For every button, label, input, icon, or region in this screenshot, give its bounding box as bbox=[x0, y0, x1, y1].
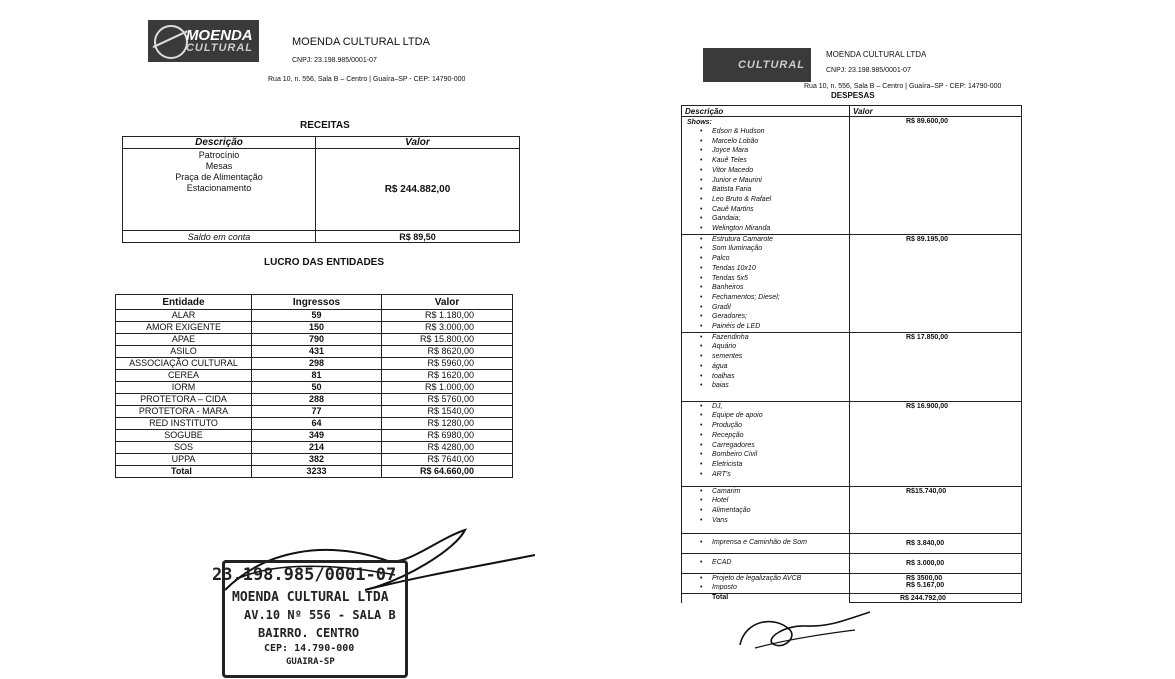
list-item: • Fechamentos; Diesel; bbox=[712, 293, 849, 303]
ingressos-cell: 214 bbox=[252, 442, 382, 454]
logo-right-line2: CULTURAL bbox=[737, 58, 805, 71]
despesas-total-valor: R$ 244.792,00 bbox=[850, 594, 1022, 603]
ingressos-cell: 298 bbox=[252, 358, 382, 370]
valor-cell: R$ 8620,00 bbox=[382, 346, 513, 358]
stamp-line1: 23.198.985/0001-07 bbox=[212, 565, 397, 585]
table-row bbox=[116, 358, 513, 370]
table-row bbox=[116, 454, 513, 466]
list-item: • Kauê Teles bbox=[712, 156, 849, 166]
list-item: • Hotel bbox=[712, 496, 849, 506]
list-item: • Carregadores bbox=[712, 441, 849, 451]
logo-line2: CULTURAL bbox=[185, 42, 253, 54]
list-item: • Marcelo Lobão bbox=[712, 137, 849, 147]
company-logo-left bbox=[148, 20, 259, 62]
valor-cell: R$ 5960,00 bbox=[382, 358, 513, 370]
ingressos-cell: 288 bbox=[252, 394, 382, 406]
ingressos-cell: 431 bbox=[252, 346, 382, 358]
entidade-cell: PROTETORA - MARA bbox=[116, 406, 252, 418]
despesas-row bbox=[682, 234, 1022, 332]
valor-cell: R$ 1280,00 bbox=[382, 418, 513, 430]
list-item: • Edson & Hudson bbox=[712, 127, 849, 137]
ingressos-cell: 790 bbox=[252, 334, 382, 346]
receitas-items-cell bbox=[123, 149, 316, 231]
list-item: • Produção bbox=[712, 421, 849, 431]
table-row bbox=[116, 382, 513, 394]
list-item: • Aquário bbox=[712, 342, 849, 352]
table-row bbox=[116, 418, 513, 430]
entidade-cell: SOGUBE bbox=[116, 430, 252, 442]
company-name-left: MOENDA CULTURAL LTDA bbox=[292, 36, 430, 48]
ingressos-cell: 64 bbox=[252, 418, 382, 430]
total-ingressos: 3233 bbox=[252, 466, 382, 478]
list-item: • Recepção bbox=[712, 431, 849, 441]
ingressos-cell: 81 bbox=[252, 370, 382, 382]
valor-cell: R$ 5760,00 bbox=[382, 394, 513, 406]
despesas-col-desc: Descrição bbox=[682, 106, 850, 117]
saldo-label: Saldo em conta bbox=[123, 231, 316, 243]
list-item: • Camarim bbox=[712, 487, 849, 497]
company-name-right: MOENDA CULTURAL LTDA bbox=[826, 50, 927, 59]
valor-cell: R$ 6980,00 bbox=[382, 430, 513, 442]
receitas-col-desc: Descrição bbox=[123, 137, 316, 149]
saldo-valor: R$ 89,50 bbox=[316, 231, 520, 243]
stamp-line3: AV.10 Nº 556 - SALA B bbox=[244, 608, 396, 622]
list-item: • Equipe de apoio bbox=[712, 411, 849, 421]
list-item: • Som Iluminação bbox=[712, 244, 849, 254]
list-item: • Geradores; bbox=[712, 312, 849, 322]
entidade-cell: ASILO bbox=[116, 346, 252, 358]
table-row bbox=[116, 442, 513, 454]
despesas-valor-2: R$ 5.167,00 bbox=[906, 581, 945, 589]
despesas-row bbox=[682, 486, 1022, 533]
despesas-valor: R$ 3500,00 bbox=[906, 574, 943, 582]
list-item: • Imprensa e Caminhão de Som bbox=[712, 538, 849, 548]
despesas-row-shows bbox=[682, 117, 1022, 235]
stamp-line5: CEP: 14.790-000 bbox=[264, 643, 355, 654]
entidade-cell: UPPA bbox=[116, 454, 252, 466]
list-item: • ART's bbox=[712, 470, 849, 480]
stamp-line2: MOENDA CULTURAL LTDA bbox=[232, 590, 389, 605]
entidade-cell: IORM bbox=[116, 382, 252, 394]
ingressos-cell: 50 bbox=[252, 382, 382, 394]
receitas-item: Praça de Alimentação bbox=[175, 172, 263, 182]
table-row bbox=[116, 310, 513, 322]
table-row bbox=[116, 394, 513, 406]
list-item: • Vans bbox=[712, 516, 849, 526]
total-label: Total bbox=[116, 466, 252, 478]
lucro-table bbox=[115, 294, 513, 478]
ingressos-cell: 150 bbox=[252, 322, 382, 334]
table-row bbox=[116, 322, 513, 334]
list-item: • Welington Miranda bbox=[712, 224, 849, 234]
despesas-row bbox=[682, 553, 1022, 573]
despesas-title: DESPESAS bbox=[831, 91, 875, 100]
valor-cell: R$ 1.000,00 bbox=[382, 382, 513, 394]
receitas-item: Patrocínio bbox=[198, 150, 240, 160]
despesas-total-label: Total bbox=[682, 594, 850, 603]
list-item: • Painéis de LED bbox=[712, 322, 849, 332]
entidade-cell: SOS bbox=[116, 442, 252, 454]
entidade-cell: APAE bbox=[116, 334, 252, 346]
despesas-col-valor: Valor bbox=[850, 106, 1022, 117]
valor-cell: R$ 4280,00 bbox=[382, 442, 513, 454]
lucro-col-valor: Valor bbox=[382, 295, 513, 310]
despesas-table bbox=[681, 105, 1022, 603]
despesas-row bbox=[682, 401, 1022, 486]
total-valor: R$ 64.660,00 bbox=[382, 466, 513, 478]
entidade-cell: PROTETORA – CIDA bbox=[116, 394, 252, 406]
valor-cell: R$ 3.000,00 bbox=[382, 322, 513, 334]
table-row bbox=[116, 346, 513, 358]
list-item: • baias bbox=[712, 381, 849, 391]
list-item: • DJ, bbox=[712, 402, 849, 412]
receitas-title: RECEITAS bbox=[300, 120, 350, 131]
list-item: • toalhas bbox=[712, 372, 849, 382]
despesas-row bbox=[682, 533, 1022, 553]
entidade-cell: ALAR bbox=[116, 310, 252, 322]
entidade-cell: AMOR EXIGENTE bbox=[116, 322, 252, 334]
valor-cell: R$ 15.800,00 bbox=[382, 334, 513, 346]
list-item: • Palco bbox=[712, 254, 849, 264]
table-row bbox=[116, 370, 513, 382]
entidade-cell: CEREA bbox=[116, 370, 252, 382]
address-left: Rua 10, n. 556, Sala B – Centro | Guaíra–SP - CEP: 14790-000 bbox=[268, 76, 466, 83]
list-item: • Fazendinha bbox=[712, 333, 849, 343]
receitas-valor: R$ 244.882,00 bbox=[316, 149, 520, 231]
shows-label: Shows: bbox=[687, 119, 712, 126]
receitas-item: Mesas bbox=[205, 161, 233, 171]
valor-cell: R$ 1620,00 bbox=[382, 370, 513, 382]
despesas-valor: R$ 89.600,00 bbox=[850, 117, 1022, 235]
lucro-col-entidade: Entidade bbox=[116, 295, 252, 310]
valor-cell: R$ 7640,00 bbox=[382, 454, 513, 466]
address-right: Rua 10, n. 556, Sala B – Centro | Guaíra–SP - CEP: 14790-000 bbox=[804, 83, 1002, 90]
list-item: • Junior e Maurini bbox=[712, 176, 849, 186]
valor-cell: R$ 1.180,00 bbox=[382, 310, 513, 322]
list-item: • Vitor Macedo bbox=[712, 166, 849, 176]
total-row bbox=[116, 466, 513, 478]
ingressos-cell: 382 bbox=[252, 454, 382, 466]
stamp-line6: GUAIRA-SP bbox=[286, 657, 335, 667]
despesas-valor: R$ 17.850,00 bbox=[850, 332, 1022, 401]
ingressos-cell: 59 bbox=[252, 310, 382, 322]
despesas-row bbox=[682, 573, 1022, 593]
list-item: • Cauê Martins bbox=[712, 205, 849, 215]
list-item: • Leo Bruto & Rafael bbox=[712, 195, 849, 205]
list-item: • Batista Faria bbox=[712, 185, 849, 195]
despesas-row bbox=[682, 332, 1022, 401]
list-item: • Gandaia; bbox=[712, 214, 849, 224]
list-item: • Imposto bbox=[712, 583, 849, 593]
list-item: • Estrutura Camarote bbox=[712, 235, 849, 245]
list-item: • Joyce Mara bbox=[712, 146, 849, 156]
entidade-cell: ASSOCIAÇÃO CULTURAL bbox=[116, 358, 252, 370]
cnpj-right: CNPJ: 23.198.985/0001-07 bbox=[826, 67, 911, 74]
list-item: • Tendas 10x10 bbox=[712, 264, 849, 274]
despesas-valor: R$ 3.840,00 bbox=[850, 533, 1022, 553]
despesas-valor: R$ 3.000,00 bbox=[850, 553, 1022, 573]
table-row bbox=[116, 406, 513, 418]
logo-line1: MOENDA bbox=[185, 27, 253, 44]
signature-right bbox=[735, 600, 875, 660]
list-item: • Gradil bbox=[712, 303, 849, 313]
despesas-valor-cell bbox=[850, 573, 1022, 593]
despesas-valor: R$ 89.195,00 bbox=[850, 234, 1022, 332]
list-item: • Tendas 5x5 bbox=[712, 274, 849, 284]
table-row bbox=[116, 334, 513, 346]
lucro-title: LUCRO DAS ENTIDADES bbox=[264, 257, 385, 268]
stamp-line4: BAIRRO. CENTRO bbox=[258, 626, 360, 640]
company-logo-right bbox=[703, 48, 811, 82]
list-item: • água bbox=[712, 362, 849, 372]
despesas-valor: R$15.740,00 bbox=[850, 486, 1022, 533]
list-item: • ECAD bbox=[712, 558, 849, 568]
list-item: • sementes bbox=[712, 352, 849, 362]
list-item: • Bombeiro Civil bbox=[712, 450, 849, 460]
ingressos-cell: 349 bbox=[252, 430, 382, 442]
valor-cell: R$ 1540,00 bbox=[382, 406, 513, 418]
ingressos-cell: 77 bbox=[252, 406, 382, 418]
lucro-col-ingressos: Ingressos bbox=[252, 295, 382, 310]
despesas-valor: R$ 16.900,00 bbox=[850, 401, 1022, 486]
list-item: • Projeto de legalização AVCB bbox=[712, 574, 849, 584]
list-item: • Banheiros bbox=[712, 283, 849, 293]
list-item: • Alimentação bbox=[712, 506, 849, 516]
cnpj-left: CNPJ: 23.198.985/0001-07 bbox=[292, 57, 377, 64]
receitas-col-valor: Valor bbox=[316, 137, 520, 149]
receitas-item: Estacionamento bbox=[186, 183, 252, 193]
table-row bbox=[116, 430, 513, 442]
receitas-table bbox=[122, 136, 520, 243]
entidade-cell: RED INSTITUTO bbox=[116, 418, 252, 430]
list-item: • Eletricista bbox=[712, 460, 849, 470]
